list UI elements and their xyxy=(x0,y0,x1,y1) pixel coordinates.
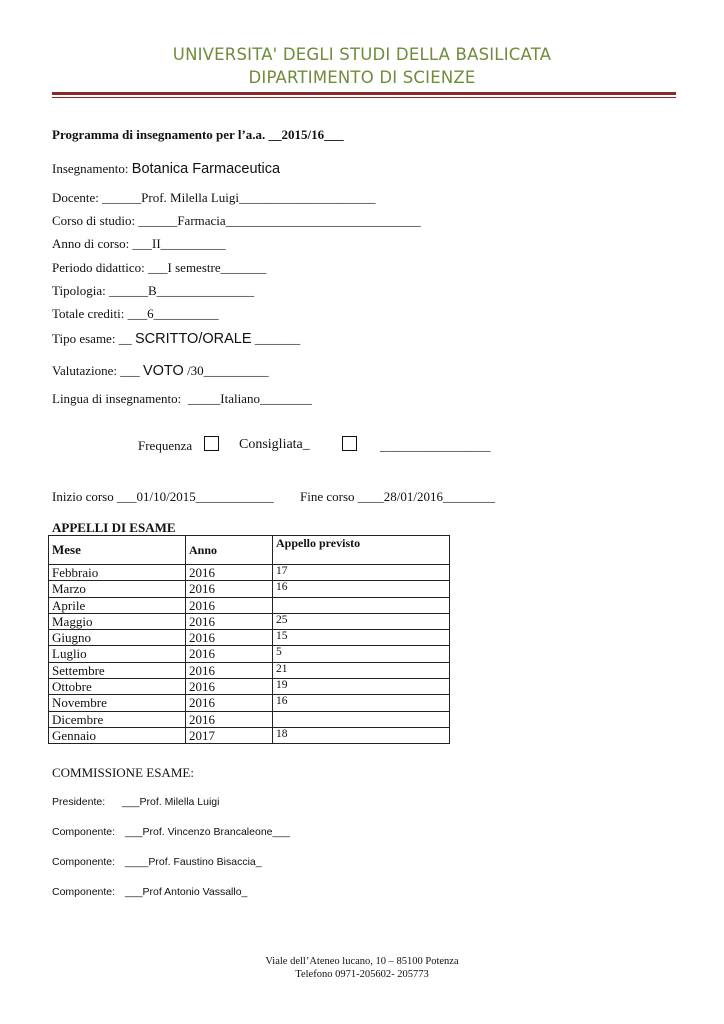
cell-anno: 2016 xyxy=(186,630,273,646)
cell-anno: 2016 xyxy=(186,613,273,629)
frequenza-blank: _________________ xyxy=(380,438,491,453)
program-title: Programma di insegnamento per l’a.a. __2015/16___ xyxy=(52,127,344,142)
cell-mese: Dicembre xyxy=(49,711,186,727)
cell-mese: Novembre xyxy=(49,695,186,711)
lingua-row: Lingua di insegnamento: _____Italiano________ xyxy=(52,391,312,406)
commissione-title: COMMISSIONE ESAME: xyxy=(52,765,194,780)
cell-anno: 2016 xyxy=(186,662,273,678)
cell-mese: Marzo xyxy=(49,581,186,597)
table-row xyxy=(49,679,450,695)
cell-appello: 16 xyxy=(273,695,450,711)
member-name: ___Prof. Milella Luigi xyxy=(122,796,220,808)
cell-appello: 18 xyxy=(273,727,450,743)
table-row xyxy=(49,613,450,629)
cell-anno: 2017 xyxy=(186,727,273,743)
header-anno: Anno xyxy=(186,536,273,565)
member-name: ____Prof. Faustino Bisaccia_ xyxy=(125,856,262,868)
tipo-esame-label: Tipo esame: __ xyxy=(52,331,135,346)
inizio-corso: Inizio corso ___01/10/2015____________ xyxy=(52,489,274,504)
cell-anno: 2016 xyxy=(186,646,273,662)
cell-anno: 2016 xyxy=(186,679,273,695)
department-title: DIPARTIMENTO DI SCIENZE xyxy=(248,68,476,87)
cell-appello: 5 xyxy=(273,646,450,662)
valutazione-tail: /30__________ xyxy=(183,363,269,378)
table-row xyxy=(49,646,450,662)
insegnamento-label: Insegnamento: xyxy=(52,161,132,176)
valutazione-label: Valutazione: ___ xyxy=(52,363,143,378)
member-name: ___Prof Antonio Vassallo_ xyxy=(125,886,248,898)
cell-mese: Maggio xyxy=(49,613,186,629)
header-mese: Mese xyxy=(49,536,186,565)
consigliata-label: Consigliata_ xyxy=(239,437,310,452)
cell-mese: Giugno xyxy=(49,630,186,646)
table-row xyxy=(49,565,450,581)
table-row xyxy=(49,597,450,613)
cell-mese: Ottobre xyxy=(49,679,186,695)
member-role: Componente: xyxy=(52,886,116,898)
frequenza-checkbox[interactable] xyxy=(204,436,219,451)
valutazione-row xyxy=(52,363,269,379)
cell-appello: 15 xyxy=(273,630,450,646)
consigliata-checkbox[interactable] xyxy=(342,436,357,451)
cell-appello: 16 xyxy=(273,581,450,597)
tipo-esame-row xyxy=(52,331,300,347)
cell-appello xyxy=(273,711,450,727)
cell-mese: Febbraio xyxy=(49,565,186,581)
table-row xyxy=(49,581,450,597)
tipo-esame-tail: _______ xyxy=(251,331,301,346)
cell-anno: 2016 xyxy=(186,565,273,581)
cell-anno: 2016 xyxy=(186,597,273,613)
table-header-row xyxy=(49,536,450,565)
header-appello: Appello previsto xyxy=(273,536,450,565)
appelli-title: APPELLI DI ESAME xyxy=(52,520,176,535)
tipologia-row: Tipologia: ______B_______________ xyxy=(52,283,255,298)
header-rule-thin xyxy=(52,97,676,98)
fine-corso: Fine corso ____28/01/2016________ xyxy=(300,489,495,504)
cell-appello: 19 xyxy=(273,679,450,695)
cell-mese: Gennaio xyxy=(49,727,186,743)
tipo-esame-value: SCRITTO/ORALE xyxy=(134,331,252,347)
cell-appello xyxy=(273,597,450,613)
member-role: Presidente: xyxy=(52,796,106,808)
valutazione-value: VOTO xyxy=(142,363,184,379)
member-name: ___Prof. Vincenzo Brancaleone___ xyxy=(125,826,291,838)
member-role: Componente: xyxy=(52,856,116,868)
cell-mese: Settembre xyxy=(49,662,186,678)
table-row xyxy=(49,662,450,678)
footer-phone: Telefono 0971-205602- 205773 xyxy=(295,969,429,980)
insegnamento-row xyxy=(52,161,280,177)
header-rule-thick xyxy=(52,92,676,95)
anno-row: Anno di corso: ___II__________ xyxy=(52,236,226,251)
appelli-table xyxy=(48,535,450,744)
university-title: UNIVERSITA' DEGLI STUDI DELLA BASILICATA xyxy=(172,45,552,64)
table-row xyxy=(49,727,450,743)
table-row xyxy=(49,630,450,646)
periodo-row: Periodo didattico: ___I semestre_______ xyxy=(52,260,267,275)
cell-anno: 2016 xyxy=(186,581,273,597)
crediti-row: Totale crediti: ___6__________ xyxy=(52,306,219,321)
cell-anno: 2016 xyxy=(186,711,273,727)
cell-mese: Luglio xyxy=(49,646,186,662)
corso-row: Corso di studio: ______Farmacia______________________________ xyxy=(52,213,421,228)
footer-address: Viale dell’Ateneo lucano, 10 – 85100 Potenza xyxy=(265,956,459,967)
cell-appello: 21 xyxy=(273,662,450,678)
insegnamento-value: Botanica Farmaceutica xyxy=(131,161,281,177)
docente-row: Docente: ______Prof. Milella Luigi_____________________ xyxy=(52,190,376,205)
cell-mese: Aprile xyxy=(49,597,186,613)
cell-appello: 17 xyxy=(273,565,450,581)
table-row xyxy=(49,695,450,711)
frequenza-label: Frequenza xyxy=(138,438,193,453)
member-role: Componente: xyxy=(52,826,116,838)
cell-appello: 25 xyxy=(273,613,450,629)
cell-anno: 2016 xyxy=(186,695,273,711)
table-row xyxy=(49,711,450,727)
